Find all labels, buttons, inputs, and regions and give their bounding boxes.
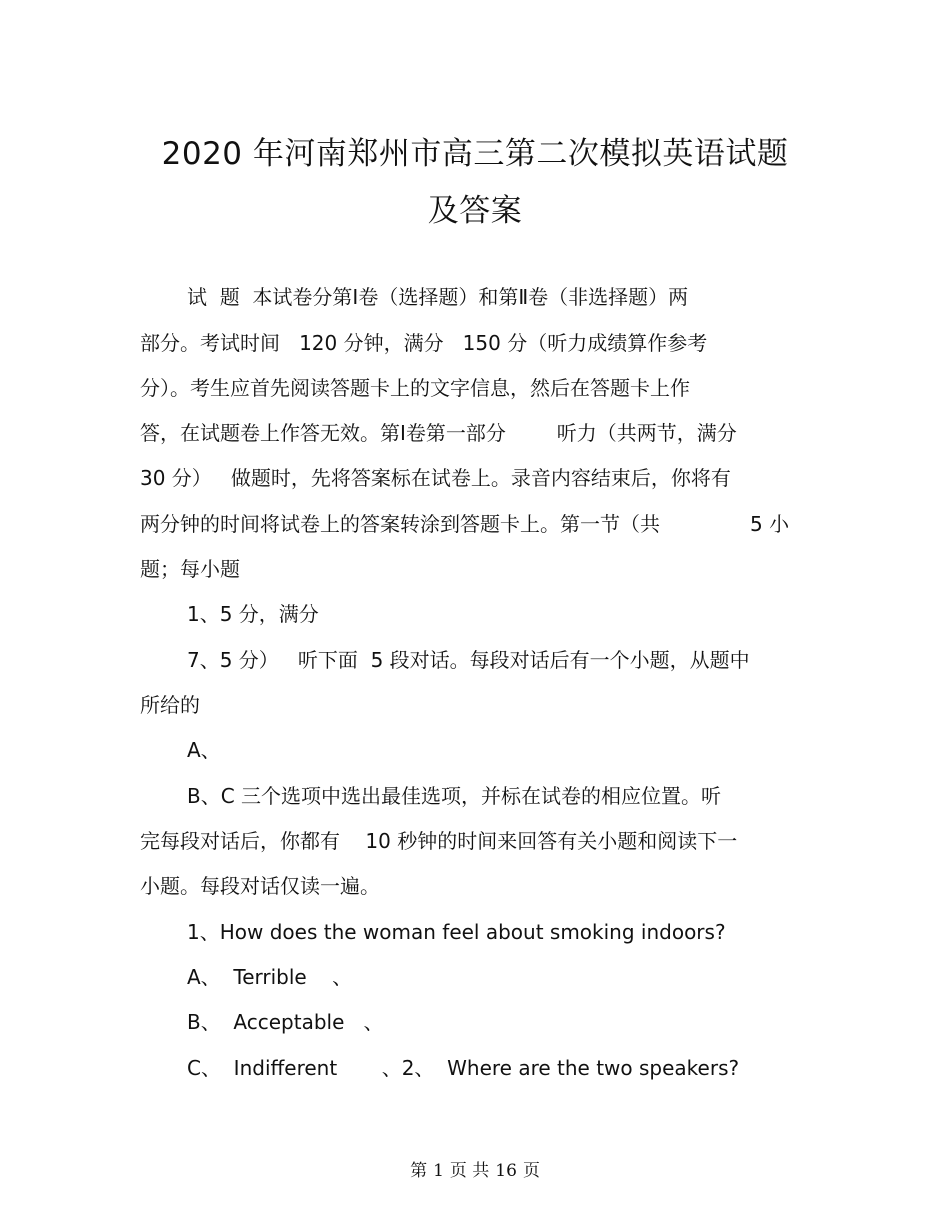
paragraph-line-end: 5 小: [750, 512, 790, 536]
paragraph-line: 两分钟的时间将试卷上的答案转涂到答题卡上。第一节（共: [140, 512, 660, 536]
paragraph-line: 所给的: [140, 693, 200, 717]
document-title-line-1: 2020 年河南郑州市高三第二次模拟英语试题: [161, 136, 789, 172]
footer-prefix: 第: [410, 1161, 428, 1181]
paragraph-line: 试 题 本试卷分第Ⅰ卷（选择题）和第Ⅱ卷（非选择题）两: [187, 285, 689, 309]
paragraph-line: 分）。考生应首先阅读答题卡上的文字信息，然后在答题卡上作: [140, 376, 690, 400]
document-title-line-2: 及答案: [427, 193, 523, 229]
option-c: C、 Indifferent 、2、 Where are the two speakers?: [187, 1056, 740, 1080]
paragraph-line: B、C 三个选项中选出最佳选项，并标在试卷的相应位置。听: [187, 784, 722, 808]
paragraph-line: 答，在试题卷上作答无效。第Ⅰ卷第一部分 听力（共两节，满分: [140, 421, 737, 445]
paragraph-line: 30 分） 做题时，先将答案标在试卷上。录音内容结束后，你将有: [140, 466, 731, 490]
paragraph-line: 题；每小题: [140, 557, 240, 581]
option-b: B、 Acceptable 、: [187, 1010, 384, 1034]
paragraph-line: 部分。考试时间 120 分钟，满分 150 分（听力成绩算作参考: [140, 331, 708, 355]
footer-middle: 页 共: [449, 1161, 490, 1181]
paragraph-line: 7、5 分） 听下面 5 段对话。每段对话后有一个小题，从题中: [187, 648, 750, 672]
page-footer: [0, 1156, 950, 1181]
paragraph-line: 1、5 分，满分: [187, 602, 319, 626]
paragraph-line: 完每段对话后，你都有 10 秒钟的时间来回答有关小题和阅读下一: [140, 829, 738, 853]
paragraph-line: A、: [187, 738, 221, 762]
question-1: 1、How does the woman feel about smoking indoors?: [187, 920, 726, 944]
footer-suffix: 页: [522, 1161, 540, 1181]
footer-page-number: 1: [433, 1161, 444, 1181]
option-a: A、 Terrible 、: [187, 965, 353, 989]
footer-total-pages: 16: [495, 1161, 517, 1181]
paragraph-line: 小题。每段对话仅读一遍。: [140, 874, 380, 898]
